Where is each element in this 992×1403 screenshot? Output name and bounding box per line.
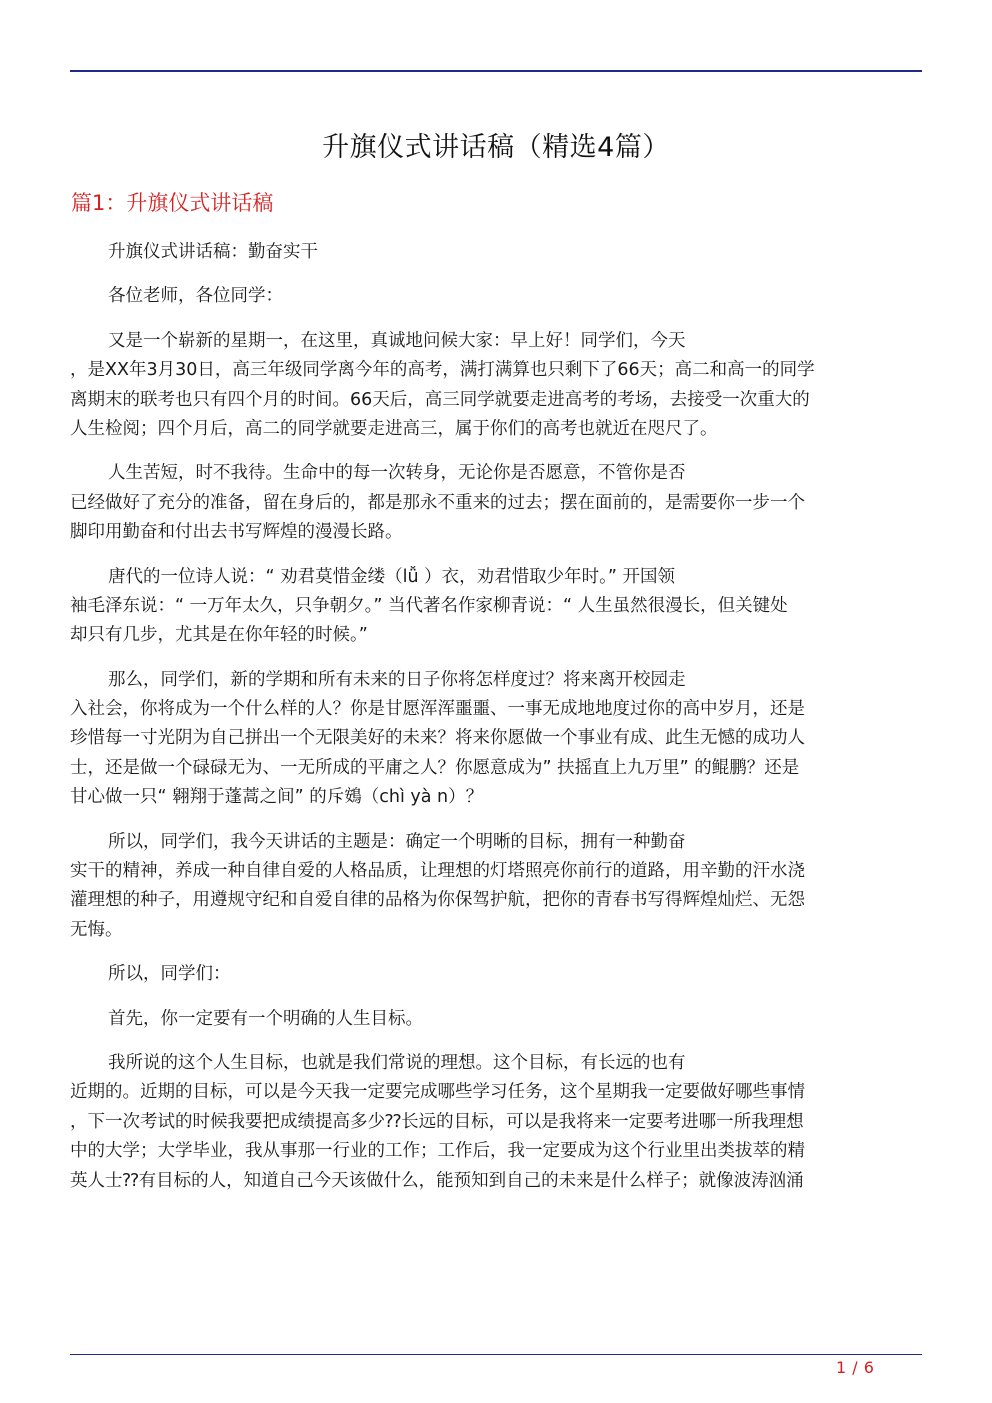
paragraph-line: 我所说的这个人生目标，也就是我们常说的理想。这个目标，有长远的也有 [108,1052,686,1073]
paragraph-line: 离期末的联考也只有四个月的时间。66天后，高三同学就要走进高考的考场，去接受一次重大的 [70,389,810,410]
paragraph [70,828,922,946]
paragraph-line: ，下一次考试的时候我要把成绩提高多少⁇长远的目标，可以是我将来一定要考进哪一所我理想 [70,1111,804,1132]
paragraph-line: 入社会，你将成为一个什么样的人？你是甘愿浑浑噩噩、一事无成地地度过你的高中岁月，还是 [70,699,805,720]
paragraph [70,1049,922,1196]
paragraph-line: 首先，你一定要有一个明确的人生目标。 [108,1008,423,1029]
paragraph-line: 甘心做一只“ 翱翔于蓬蒿之间” 的斥鴳（chì yà n）？ [70,787,484,808]
header-rule [70,70,922,72]
paragraph-line: ，是XX年3月30日，高三年级同学离今年的高考，满打满算也只剩下了66天；高二和高一的同学 [70,360,815,381]
paragraph-line: 唐代的一位诗人说：“ 劝君莫惜金缕（lǚ ）衣，劝君惜取少年时。” 开国领 [108,566,676,587]
paragraph-line: 中的大学；大学毕业，我从事那一行业的工作；工作后，我一定要成为这个行业里出类拔萃的精 [70,1141,805,1162]
paragraph-line: 又是一个崭新的星期一，在这里，真诚地问候大家：早上好！同学们，今天 [108,330,686,351]
paragraph-line: 升旗仪式讲话稿：勤奋实干 [108,242,318,262]
paragraph [70,459,922,547]
paragraph-line: 人生检阅；四个月后，高二的同学就要走进高三，属于你们的高考也就近在咫尺了。 [70,418,718,439]
paragraph-line: 人生苦短，时不我待。生命中的每一次转身，无论你是否愿意，不管你是否 [108,463,686,484]
paragraph-line: 近期的。近期的目标，可以是今天我一定要完成哪些学习任务，这个星期我一定要做好哪些事情 [70,1082,805,1103]
paragraph-line: 实干的精神，养成一种自律自爱的人格品质，让理想的灯塔照亮你前行的道路，用辛勤的汗水浇 [70,861,805,882]
paragraph [70,282,922,311]
paragraph [70,563,922,651]
paragraph-line: 却只有几步，尤其是在你年轻的时候。” [70,625,368,646]
paragraph-line: 士，还是做一个碌碌无为、一无所成的平庸之人？你愿意成为” 扶摇直上九万里” 的鲲鹏？还是 [70,757,800,778]
paragraph [70,238,922,267]
footer-rule [70,1354,922,1355]
paragraph-line: 已经做好了充分的准备，留在身后的，都是那永不重来的过去；摆在面前的，是需要你一步一个 [70,492,805,513]
document-body [70,238,922,1211]
paragraph-line: 英人士⁇有目标的人，知道自己今天该做什么，能预知到自己的未来是什么样子；就像波涛汹涌 [70,1170,804,1191]
document-title: 升旗仪式讲话稿（精选4篇） [322,132,670,163]
paragraph-line: 所以，同学们，我今天讲话的主题是：确定一个明晰的目标，拥有一种勤奋 [108,831,686,852]
paragraph-line: 所以，同学们： [108,964,231,985]
paragraph-line: 那么，同学们，新的学期和所有未来的日子你将怎样度过？将来离开校园走 [108,669,686,690]
paragraph [70,960,922,989]
paragraph-line: 脚印用勤奋和付出去书写辉煌的漫漫长路。 [70,522,403,543]
paragraph-line: 各位老师，各位同学： [108,286,283,307]
paragraph [70,327,922,445]
paragraph-line: 袖毛泽东说：“ 一万年太久，只争朝夕。” 当代著名作家柳青说：“ 人生虽然很漫长，但关键处 [70,595,788,616]
paragraph-line: 无悔。 [70,919,123,940]
paragraph [70,1005,922,1034]
paragraph [70,666,922,813]
section-heading: 篇1：升旗仪式讲话稿 [71,191,274,215]
page-number: 1 / 6 [836,1358,875,1377]
paragraph-line: 珍惜每一寸光阴为自己拼出一个无限美好的未来？将来你愿做一个事业有成、此生无憾的成功人 [70,728,805,749]
paragraph-line: 灌理想的种子，用遵规守纪和自爱自律的品格为你保驾护航，把你的青春书写得辉煌灿烂、无怨 [70,890,805,911]
